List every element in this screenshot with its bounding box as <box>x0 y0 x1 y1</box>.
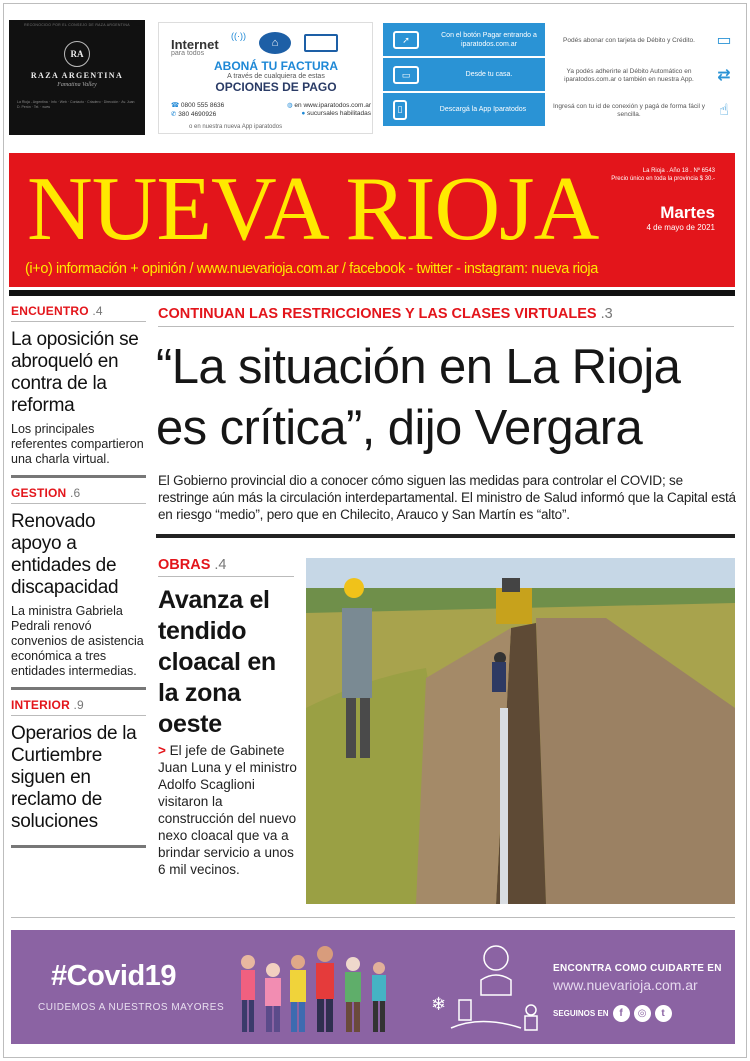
masthead-rule <box>9 290 735 296</box>
people-illustration <box>233 940 423 1040</box>
laptop-icon <box>304 34 338 52</box>
phone1: ☎ 0800 555 8636 <box>171 102 225 109</box>
ad-raza-top-text: RECONOCIDO POR EL CONSEJO DE RAZA ARGENTINA <box>24 23 130 27</box>
card-icon: ▭ <box>716 31 732 49</box>
story-summary: Los principales referentes compartieron una charla virtual. <box>11 422 144 466</box>
newspaper-title: NUEVA RIOJA <box>27 158 599 259</box>
left-story[interactable] <box>11 486 146 690</box>
bottom-rule <box>11 917 735 918</box>
section-kicker: INTERIOR .9 <box>11 698 146 716</box>
pay-info-cards: Podés abonar con tarjeta de Débito y Crédito. ▭ <box>550 23 740 58</box>
main-headline[interactable]: “La situación en La Rioja es crítica”, dijo Vergara <box>156 340 681 455</box>
branches: ● sucursales habilitadas <box>301 110 371 117</box>
phone2: ✆ 380 4690926 <box>171 111 217 118</box>
house-icon: ⌂ <box>259 32 291 54</box>
raza-fine-print: La Rioja - Argentina · Info · Web · Contacto · Criadero · Dirección · Av. Juan D. Perón · Tel. · www <box>17 100 135 109</box>
pay-button-home[interactable]: ▭ Desde tu casa. <box>383 58 545 91</box>
masthead-meta: La Rioja . Año 18 . Nº 6543 Precio único en toda la provincia $ 30.- <box>611 168 715 182</box>
obras-title[interactable]: Avanza el tendido cloacal en la zona oeste <box>158 586 276 738</box>
twitter-icon[interactable]: t <box>655 1005 672 1022</box>
main-deck: El Gobierno provincial dio a conocer cómo siguen las medidas para controlar el COVID; se restringe aún más la circulación interdepartamental. El ministro de Salud informó que la Capital está en riesgo “medio”, pero que en Chilecito, Arauco y San Martín es “alto”. <box>158 473 736 522</box>
tap-icon: ☝ <box>719 101 729 119</box>
obras-kicker: OBRAS .4 <box>158 557 294 577</box>
svg-text:❄: ❄ <box>431 994 447 1015</box>
arrow-icon: > <box>158 743 166 758</box>
masthead-tagline: (i+o) información + opinión / www.nuevarioja.com.ar / facebook - twitter - instagram: nueva rioja <box>25 261 598 277</box>
left-column <box>11 304 146 856</box>
internet-pay-line2: A través de cualquiera de estas <box>227 73 325 80</box>
covid-subtitle: CUIDEMOS A NUESTROS MAYORES <box>38 1002 225 1013</box>
section-kicker: ENCUENTRO .4 <box>11 304 146 322</box>
prevention-icons <box>421 940 551 1040</box>
ad-raza-argentina[interactable] <box>9 20 145 135</box>
story-divider <box>11 475 146 478</box>
main-kicker: CONTINUAN LAS RESTRICCIONES Y LAS CLASES VIRTUALES .3 <box>158 306 734 327</box>
story-title: Operarios de la Curtiembre siguen en reclamo de soluciones <box>11 723 137 832</box>
internet-footer: o en nuestra nueva App iparatodos <box>189 124 283 130</box>
internet-pay-line3: OPCIONES DE PAGO <box>215 80 337 94</box>
raza-logo: RA <box>64 41 90 67</box>
raza-sub: Famatina Valley <box>57 82 97 88</box>
left-story[interactable] <box>11 304 146 478</box>
internet-pay-block <box>181 59 371 94</box>
covid-hashtag: #Covid19 <box>51 960 176 992</box>
story-divider <box>11 845 146 848</box>
pay-info-debit: Ya podés adherirte al Débito Automático en iparatodos.com.ar o también en nuestra App. ⇄ <box>550 58 740 93</box>
story-summary: La ministra Gabriela Pedrali renovó convenios de asistencia económica a tres entidades intermedias. <box>11 604 144 678</box>
covid-banner[interactable] <box>11 930 735 1044</box>
main-rule <box>156 534 735 538</box>
pay-info-connect: Ingresá con tu id de conexión y pagá de forma fácil y sencilla. ☝ <box>550 93 740 128</box>
raza-brand: RAZA ARGENTINA <box>30 71 124 80</box>
follow-us: SEGUINOS EN f ◎ t <box>553 1005 728 1022</box>
internet-brand-sub: para todos <box>171 50 205 57</box>
laptop-icon: ▭ <box>393 66 419 84</box>
internet-brand: Internet para todos <box>171 37 219 57</box>
covid-cta-text: ENCONTRA COMO CUIDARTE EN <box>553 963 722 974</box>
covid-cta <box>553 963 728 1022</box>
photo-sewer-works[interactable] <box>306 558 735 904</box>
date: 4 de mayo de 2021 <box>646 223 715 232</box>
masthead <box>9 153 735 287</box>
covid-url[interactable]: www.nuevarioja.com.ar <box>553 977 698 993</box>
phone-icon: ☎ <box>171 102 181 109</box>
story-title: La oposición se abroqueló en contra de la reforma <box>11 329 139 416</box>
masthead-date <box>647 203 716 232</box>
whatsapp-icon: ✆ <box>171 111 179 118</box>
location-icon: ● <box>301 110 308 117</box>
pay-button-online[interactable]: ➚ Con el botón Pagar entrando a iparatodos.com.ar <box>383 23 545 56</box>
ad-internet-para-todos[interactable] <box>158 22 373 134</box>
pointer-icon: ➚ <box>393 31 419 49</box>
instagram-icon[interactable]: ◎ <box>634 1005 651 1022</box>
card-swipe-icon: ⇄ <box>717 66 731 84</box>
internet-pay-line1: ABONÁ TU FACTURA <box>214 59 338 73</box>
internet-contacts <box>171 101 371 119</box>
globe-icon: ◍ <box>286 102 295 109</box>
phone-icon: ▯ <box>393 100 407 120</box>
left-story[interactable] <box>11 698 146 848</box>
facebook-icon[interactable]: f <box>613 1005 630 1022</box>
web-link[interactable]: ◍ en www.iparatodos.com.ar <box>286 102 371 109</box>
obras-body: > El jefe de Gabinete Juan Luna y el ministro Adolfo Scaglioni visitaron la construcción del nuevo nexo cloacal que va a brindar servicio a unos 6 mil vecinos. <box>158 743 297 877</box>
story-divider <box>11 687 146 690</box>
pay-button-app[interactable]: ▯ Descargá la App Iparatodos <box>383 93 545 126</box>
section-kicker: GESTION .6 <box>11 486 146 504</box>
ad-pay-info <box>550 23 740 128</box>
photo-illustration <box>306 558 735 904</box>
wifi-icon: ((·)) <box>231 31 246 41</box>
ad-pay-buttons <box>383 23 545 128</box>
story-title: Renovado apoyo a entidades de discapacidad <box>11 511 119 598</box>
weekday: Martes <box>660 203 715 222</box>
